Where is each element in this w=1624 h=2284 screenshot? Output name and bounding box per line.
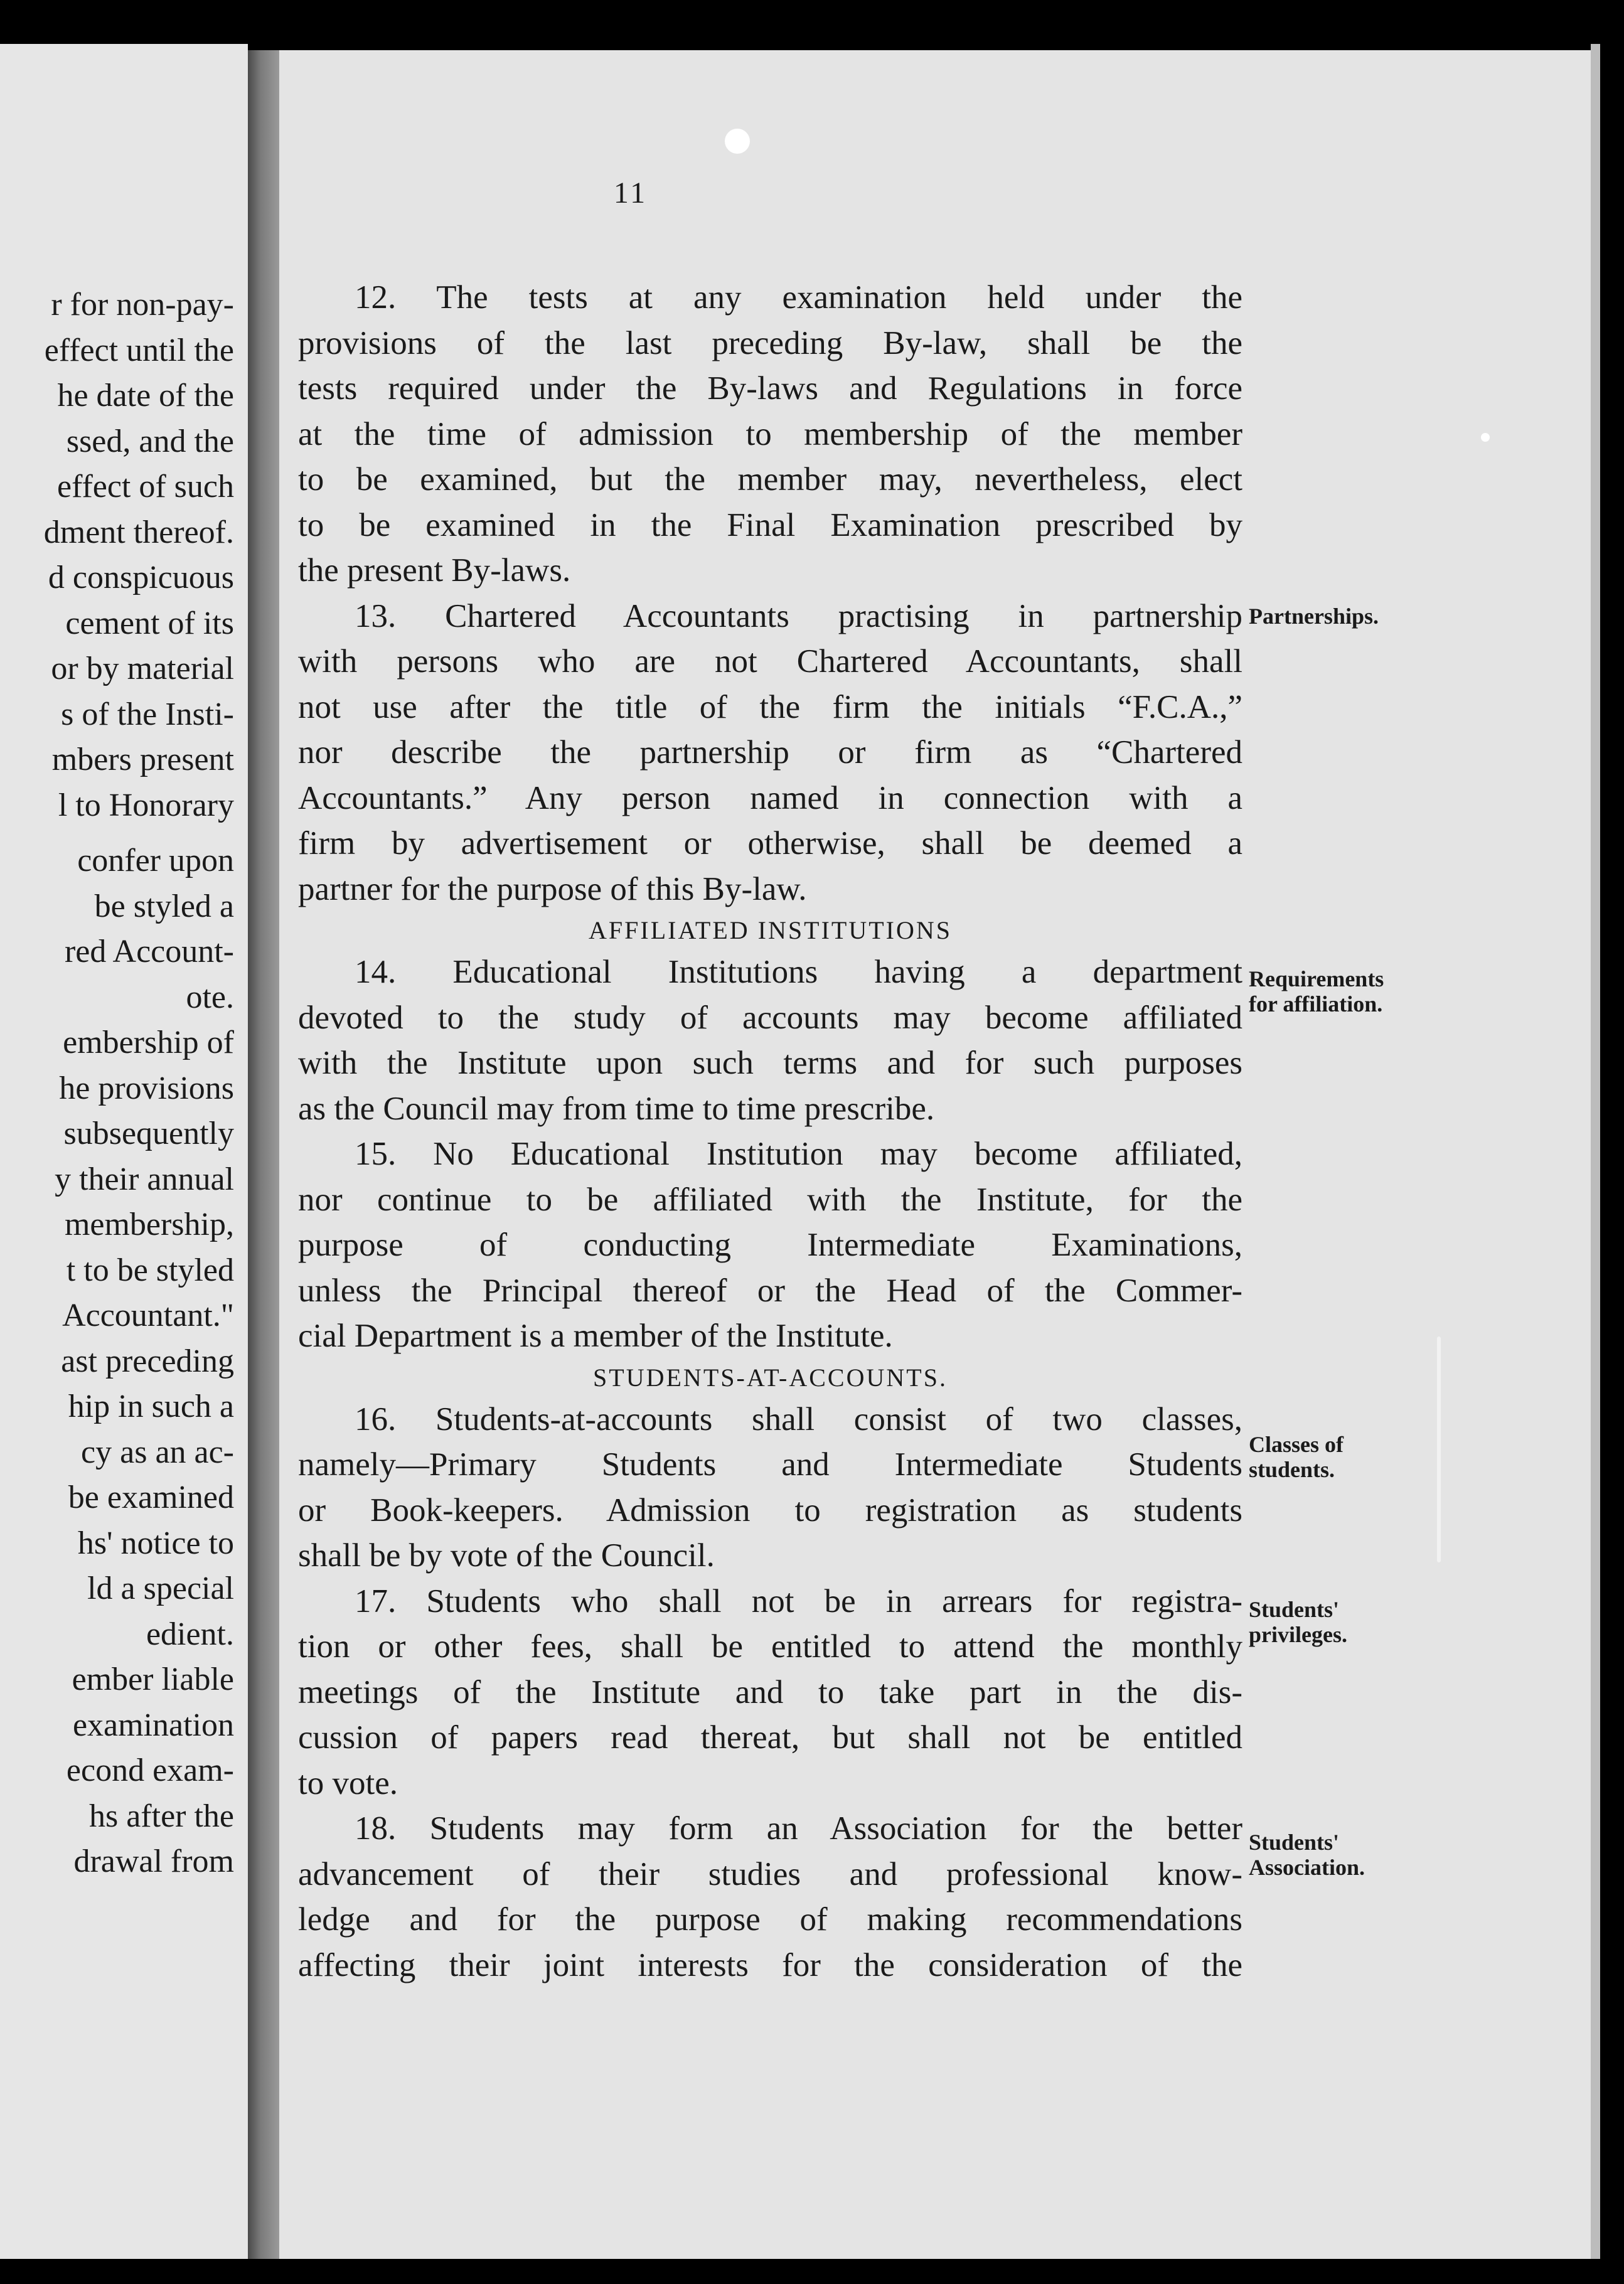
left-line: hs after the	[88, 1798, 234, 1834]
left-line: embership of	[63, 1025, 234, 1060]
margin-note-association	[1249, 1830, 1365, 1880]
left-line: edient.	[146, 1616, 234, 1652]
left-line: ssed, and the	[66, 423, 234, 459]
left-line: be styled a	[94, 888, 234, 924]
page-number: 11	[613, 176, 648, 210]
left-line: ember liable	[72, 1662, 234, 1697]
text-line: 18. Students may form an Association for the better	[355, 1810, 1242, 1847]
left-line: Accountant."	[62, 1298, 234, 1333]
margin-note-privileges	[1249, 1597, 1347, 1647]
text-line: cial Department is a member of the Institute.	[298, 1318, 893, 1354]
left-line: s of the Insti-	[61, 696, 234, 732]
text-line: 16. Students-at-accounts shall consist of two classes,	[355, 1401, 1242, 1438]
text-line: not use after the title of the firm the initials “F.C.A.,”	[298, 688, 1242, 725]
section-heading-students: STUDENTS-AT-ACCOUNTS.	[593, 1363, 948, 1392]
left-line: cy as an ac-	[81, 1434, 234, 1470]
left-line: t to be styled	[66, 1252, 234, 1288]
note-line: Students'	[1249, 1830, 1340, 1855]
text-line: the present By-laws.	[298, 552, 571, 589]
text-line: Accountants.” Any person named in connection with a	[298, 779, 1242, 816]
note-line: Students'	[1249, 1597, 1340, 1622]
text-line: nor continue to be affiliated with the Institute, for the	[298, 1181, 1242, 1218]
left-line: he date of the	[57, 378, 234, 414]
text-line: ledge and for the purpose of making recommendations	[298, 1901, 1242, 1938]
text-line: firm by advertisement or otherwise, shall be deemed a	[298, 825, 1242, 862]
note-line: Association.	[1249, 1855, 1365, 1880]
text-line: partner for the purpose of this By-law.	[298, 870, 807, 907]
left-line: ld a special	[87, 1571, 234, 1606]
left-line: membership,	[64, 1207, 234, 1242]
left-line: mbers present	[51, 742, 234, 777]
left-line: effect of such	[56, 469, 234, 504]
note-line: Classes of	[1249, 1432, 1344, 1457]
text-line: tests required under the By-laws and Regulations in force	[298, 370, 1242, 407]
margin-note-requirements	[1249, 966, 1384, 1017]
book-gutter	[248, 50, 279, 2259]
scan-speck	[1437, 1337, 1441, 1562]
left-line: be examined	[68, 1480, 234, 1515]
text-line: affecting their joint interests for the consideration of the	[298, 1946, 1242, 1983]
text-line: 14. Educational Institutions having a department	[355, 954, 1242, 990]
text-line: to be examined in the Final Examination prescribed by	[298, 506, 1242, 543]
left-line: y their annual	[55, 1161, 234, 1197]
scan-speck	[1481, 433, 1490, 442]
previous-page-text	[0, 282, 234, 1885]
note-line: privileges.	[1249, 1622, 1347, 1647]
page-edge	[1591, 44, 1600, 2259]
text-line: with the Institute upon such terms and for such purposes	[298, 1045, 1242, 1081]
text-line: 12. The tests at any examination held under the	[355, 279, 1242, 316]
left-line: or by material	[51, 651, 234, 686]
note-line: Partnerships.	[1249, 604, 1379, 629]
left-line: red Account-	[64, 934, 234, 969]
page-body	[298, 275, 1242, 1988]
text-line: 13. Chartered Accountants practising in partnership	[355, 597, 1242, 634]
left-line: hs' notice to	[77, 1525, 234, 1561]
text-line: advancement of their studies and professional know-	[298, 1855, 1242, 1892]
text-line: 15. No Educational Institution may become affiliated,	[355, 1136, 1242, 1172]
text-line: unless the Principal thereof or the Head of the Commer-	[298, 1272, 1242, 1309]
left-line: subsequently	[63, 1116, 234, 1151]
left-line: examination	[72, 1707, 234, 1743]
note-line: students.	[1249, 1457, 1335, 1482]
text-line: with persons who are not Chartered Accountants, shall	[298, 643, 1242, 680]
left-line: he provisions	[59, 1070, 234, 1106]
text-line: tion or other fees, shall be entitled to attend the monthly	[298, 1628, 1242, 1665]
text-line: provisions of the last preceding By-law, shall be the	[298, 324, 1242, 361]
left-line: ote.	[186, 979, 234, 1015]
left-line: econd exam-	[66, 1753, 234, 1788]
previous-page-fragment	[0, 44, 248, 2259]
text-line: as the Council may from time to time prescribe.	[298, 1090, 935, 1127]
text-line: at the time of admission to membership of the member	[298, 415, 1242, 452]
scan-speck	[725, 129, 750, 154]
left-line: effect until the	[44, 332, 234, 368]
left-line: hip in such a	[68, 1389, 234, 1424]
text-line: devoted to the study of accounts may become affiliated	[298, 999, 1242, 1036]
text-line: to be examined, but the member may, nevertheless, elect	[298, 461, 1242, 498]
left-line: d conspicuous	[48, 560, 234, 595]
note-line: for affiliation.	[1249, 991, 1383, 1017]
text-line: to vote.	[298, 1764, 398, 1801]
text-line: cussion of papers read thereat, but shall not be entitled	[298, 1719, 1242, 1756]
margin-note-classes	[1249, 1432, 1344, 1482]
left-line: r for non-pay-	[51, 287, 234, 323]
text-line: purpose of conducting Intermediate Examinations,	[298, 1227, 1242, 1263]
note-line: Requirements	[1249, 966, 1384, 991]
text-line: nor describe the partnership or firm as “Chartered	[298, 734, 1242, 771]
text-line: namely—Primary Students and Intermediate Students	[298, 1446, 1242, 1483]
left-line: dment thereof.	[43, 514, 234, 550]
margin-note-partnerships	[1249, 604, 1379, 629]
text-line: meetings of the Institute and to take part in the dis-	[298, 1673, 1242, 1710]
text-line: or Book-keepers. Admission to registration as students	[298, 1492, 1242, 1529]
text-line: shall be by vote of the Council.	[298, 1537, 715, 1574]
text-line: 17. Students who shall not be in arrears for registra-	[355, 1582, 1242, 1620]
left-line: confer upon	[77, 843, 234, 878]
left-line: ast preceding	[61, 1343, 234, 1379]
left-line: l to Honorary	[58, 787, 234, 823]
left-line: cement of its	[65, 605, 234, 641]
left-line: drawal from	[73, 1844, 234, 1879]
section-heading-affiliated: AFFILIATED INSTITUTIONS	[589, 916, 952, 944]
